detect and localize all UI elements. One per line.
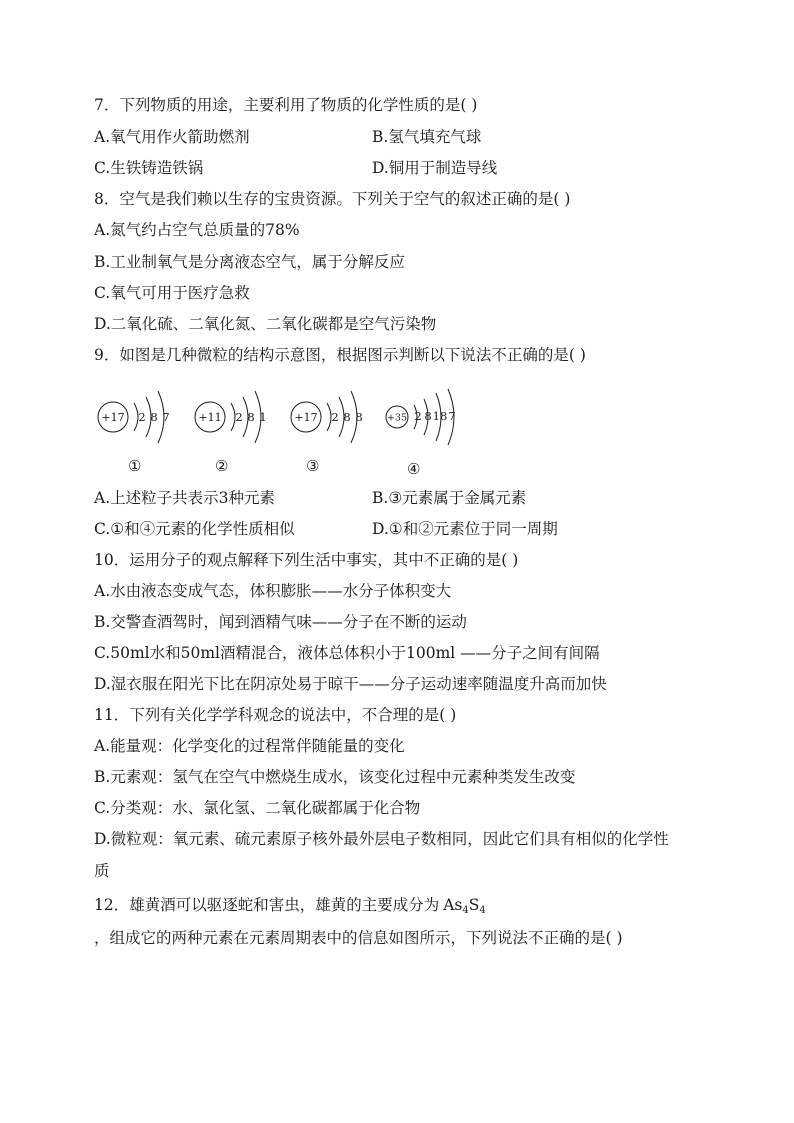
particle-diagram-2 bbox=[193, 395, 273, 445]
particle-4-shell-2: 8 bbox=[424, 409, 432, 423]
q9-option-b: B.③元素属于金属元素 bbox=[372, 489, 527, 507]
q11-stem: 11．下列有关化学学科观念的说法中，不合理的是( ) bbox=[94, 706, 457, 724]
q12-stem-prefix: 12．雄黄酒可以驱逐蛇和害虫，雄黄的主要成分为 bbox=[94, 896, 440, 914]
q11-option-a: A.能量观：化学变化的过程常伴随能量的变化 bbox=[94, 737, 405, 755]
formula-subscript-1: 4 bbox=[462, 905, 469, 916]
particle-2-shell-1: 2 bbox=[235, 410, 243, 424]
particle-3-shell-1: 2 bbox=[331, 410, 339, 424]
q8-option-c: C.氧气可用于医疗急救 bbox=[94, 284, 250, 302]
q10-stem: 10．运用分子的观点解释下列生活中事实，其中不正确的是( ) bbox=[94, 551, 519, 569]
particle-label-2: ② bbox=[215, 457, 229, 475]
q7-option-b: B.氢气填充气球 bbox=[372, 128, 482, 146]
q7-stem: 7．下列物质的用途，主要利用了物质的化学性质的是( ) bbox=[94, 96, 478, 114]
formula-element-s: S bbox=[468, 896, 480, 914]
q10-option-c: C.50ml水和50ml酒精混合，液体总体积小于100ml ——分子之间有间隔 bbox=[94, 644, 600, 662]
particle-2-nucleus: +11 bbox=[198, 411, 222, 424]
particle-4-shell-4: 7 bbox=[448, 409, 456, 423]
particle-label-3: ③ bbox=[306, 457, 320, 475]
q8-option-a: A.氮气约占空气总质量的78% bbox=[94, 221, 300, 239]
q7-option-a: A.氧气用作火箭助燃剂 bbox=[94, 128, 250, 146]
q11-option-d: D.微粒观：氧元素、硫元素原子核外最外层电子数相同，因此它们具有相似的化学性 bbox=[94, 830, 669, 848]
particle-1-shell-2: 8 bbox=[150, 410, 158, 424]
particle-label-4: ④ bbox=[407, 460, 421, 478]
particle-1-nucleus: +17 bbox=[101, 411, 125, 424]
particle-diagram-3 bbox=[289, 395, 369, 445]
q7-option-d: D.铜用于制造导线 bbox=[372, 159, 498, 177]
q10-option-b: B.交警查酒驾时，闻到酒精气味——分子在不断的运动 bbox=[94, 613, 467, 631]
particle-4-shell-3: 18 bbox=[432, 409, 448, 423]
q11-option-b: B.元素观：氢气在空气中燃烧生成水，该变化过程中元素种类发生改变 bbox=[94, 768, 576, 786]
q10-option-a: A.水由液态变成气态，体积膨胀——水分子体积变大 bbox=[94, 582, 452, 600]
particle-3-shell-2: 8 bbox=[343, 410, 351, 424]
particle-1-shell-3: 7 bbox=[162, 410, 170, 424]
q11-option-d-continuation: 质 bbox=[94, 862, 110, 880]
q12-stem bbox=[94, 894, 486, 922]
q9-option-a: A.上述粒子共表示3种元素 bbox=[94, 489, 275, 507]
q8-option-b: B.工业制氧气是分离液态空气，属于分解反应 bbox=[94, 253, 405, 271]
particle-3-nucleus: +17 bbox=[294, 411, 318, 424]
q8-stem: 8．空气是我们赖以生存的宝贵资源。下列关于空气的叙述正确的是( ) bbox=[94, 190, 571, 208]
particle-2-shell-3: 1 bbox=[259, 410, 267, 424]
q9-option-c: C.①和④元素的化学性质相似 bbox=[94, 520, 295, 538]
particle-1-shell-1: 2 bbox=[138, 410, 146, 424]
q12-stem-continuation: ，组成它的两种元素在元素周期表中的信息如图所示，下列说法不正确的是( ) bbox=[94, 929, 623, 947]
particle-4-shell-1: 2 bbox=[414, 409, 422, 423]
particle-label-1: ① bbox=[128, 457, 142, 475]
q12-formula bbox=[443, 896, 486, 914]
particle-diagram-4 bbox=[384, 395, 464, 445]
formula-subscript-2: 4 bbox=[479, 905, 486, 916]
q9-stem: 9．如图是几种微粒的结构示意图，根据图示判断以下说法不正确的是( ) bbox=[94, 346, 586, 364]
q8-option-d: D.二氧化硫、二氧化氮、二氧化碳都是空气污染物 bbox=[94, 315, 437, 333]
particle-4-nucleus: +35 bbox=[386, 412, 408, 424]
particle-3-shell-3: 8 bbox=[355, 410, 363, 424]
q9-option-d: D.①和②元素位于同一周期 bbox=[372, 520, 558, 538]
formula-element-as: As bbox=[443, 896, 463, 914]
particle-diagram-1 bbox=[96, 395, 176, 445]
q10-option-d: D.湿衣服在阳光下比在阴凉处易于晾干——分子运动速率随温度升高而加快 bbox=[94, 675, 607, 693]
q7-option-c: C.生铁铸造铁锅 bbox=[94, 159, 204, 177]
q11-option-c: C.分类观：水、氯化氢、二氧化碳都属于化合物 bbox=[94, 799, 421, 817]
particle-2-shell-2: 8 bbox=[247, 410, 255, 424]
